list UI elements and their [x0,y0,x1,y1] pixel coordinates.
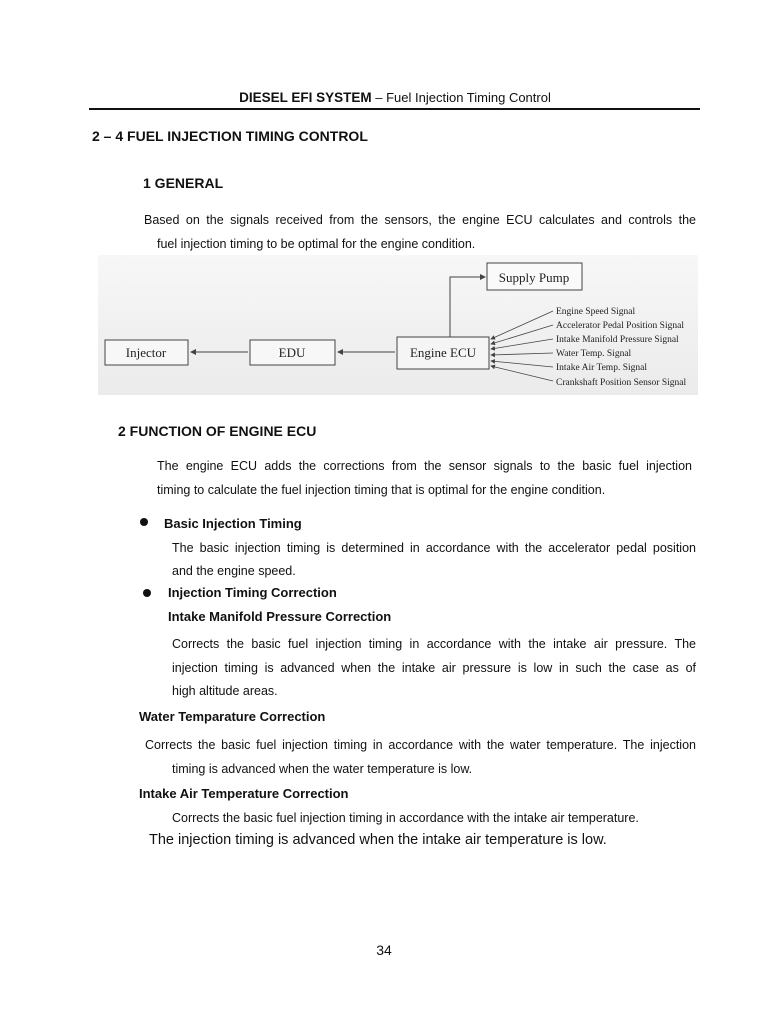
header-title-bold: DIESEL EFI SYSTEM [239,90,372,105]
page-number: 34 [376,942,392,958]
general-text-line-1: Based on the signals received from the sensors, the engine ECU calculates and controls the [144,213,696,227]
correction-heading: Injection Timing Correction [168,585,337,600]
signal-label: Engine Speed Signal [556,307,636,317]
ecu-to-pump-arrow [450,277,485,337]
edu-box [250,340,335,365]
edu-label: EDU [278,345,306,360]
section-title: 2 – 4 FUEL INJECTION TIMING CONTROL [92,128,368,144]
engine-ecu-box [397,337,489,369]
bullet-icon [143,589,151,597]
block-diagram [98,255,698,395]
supply-pump-box [487,263,582,290]
intake-air-line-2: The injection timing is advanced when the intake air temperature is low. [149,832,607,848]
header-title-rest: – Fuel Injection Timing Control [371,90,551,105]
injector-box [105,340,188,365]
basic-timing-heading: Basic Injection Timing [164,516,302,531]
basic-text-line-2: and the engine speed. [172,564,296,578]
intake-manifold-heading: Intake Manifold Pressure Correction [168,609,392,624]
signal-label: Crankshaft Position Sensor Signal [556,378,687,388]
function-text-line-2: timing to calculate the fuel injection timing that is optimal for the engine condition. [157,483,606,497]
signal-label: Water Temp. Signal [556,349,632,359]
intake-air-heading: Intake Air Temperature Correction [139,786,349,801]
water-temp-heading: Water Temparature Correction [139,709,326,724]
signal-lines [491,311,553,381]
general-heading: 1 GENERAL [143,175,224,191]
bullet-icon [140,518,148,526]
intake-manifold-line-1: Corrects the basic fuel injection timing in accordance with the intake air pressure. The [172,637,696,651]
intake-manifold-line-2: injection timing is advanced when the intake air pressure is low in such the case as of [172,661,696,675]
general-text-line-2: fuel injection timing to be optimal for the engine condition. [157,237,476,251]
supply-pump-label: Supply Pump [498,270,570,285]
running-header [90,90,700,105]
water-temp-line-1: Corrects the basic fuel injection timing in accordance with the water temperature. The injection [145,738,696,752]
signal-label: Intake Manifold Pressure Signal [556,335,679,345]
water-temp-line-2: timing is advanced when the water temperature is low. [172,762,473,776]
function-heading: 2 FUNCTION OF ENGINE ECU [118,423,317,439]
engine-ecu-label: Engine ECU [409,345,477,360]
function-text-line-1: The engine ECU adds the corrections from the sensor signals to the basic fuel injection [157,459,692,473]
injector-label: Injector [125,345,167,360]
signal-label: Accelerator Pedal Position Signal [556,321,684,331]
intake-manifold-line-3: high altitude areas. [172,684,278,698]
basic-text-line-1: The basic injection timing is determined in accordance with the accelerator pedal position [172,541,696,555]
header-rule [89,108,700,110]
signal-label: Intake Air Temp. Signal [556,363,647,373]
intake-air-line-1: Corrects the basic fuel injection timing in accordance with the intake air temperature. [172,811,639,825]
